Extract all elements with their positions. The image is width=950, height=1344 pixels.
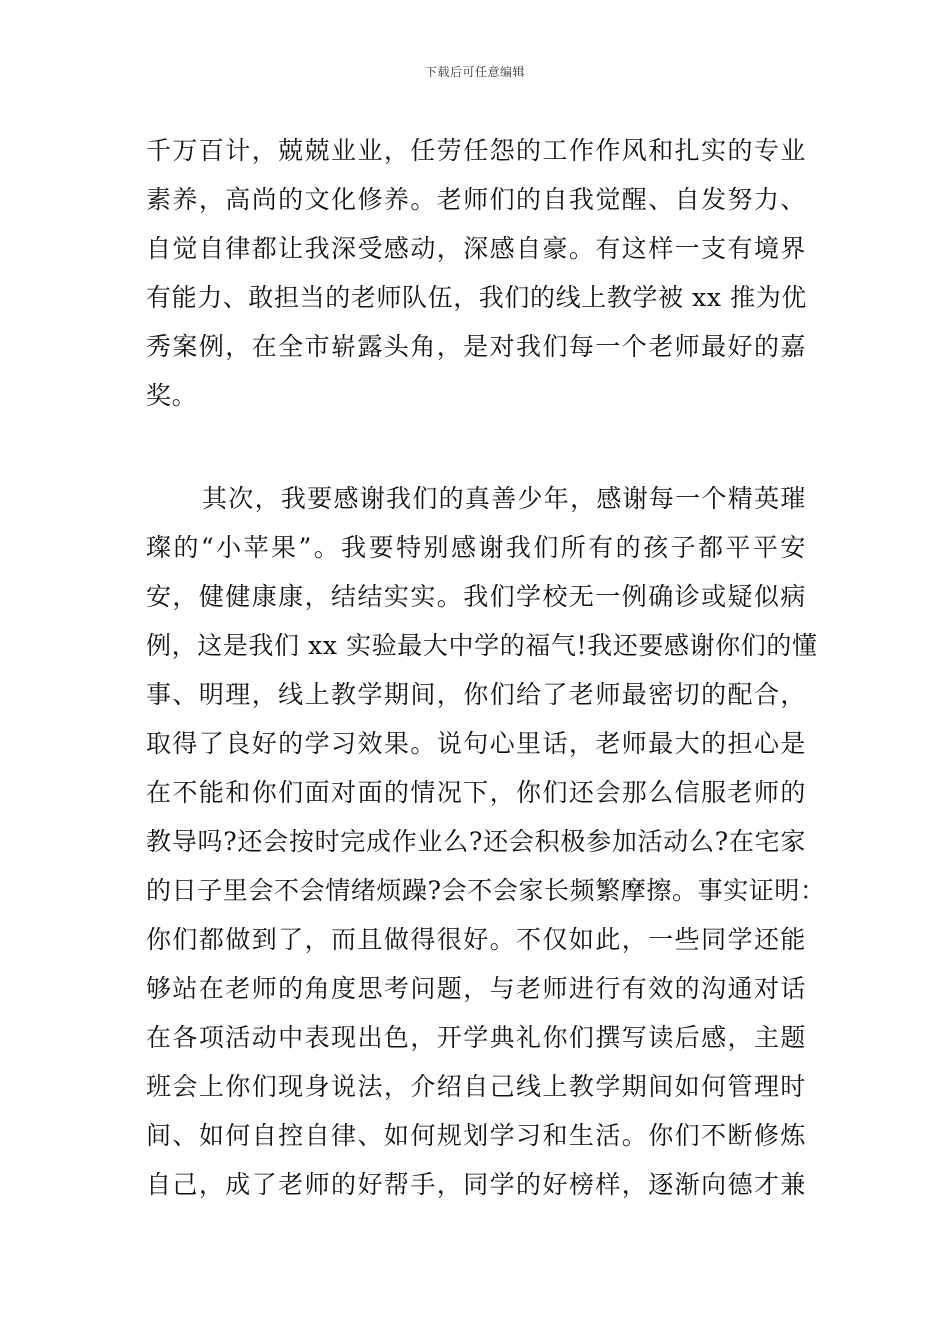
text-line: 自己，成了老师的好帮手，同学的好榜样，逐渐向德才兼 [146, 1170, 806, 1199]
text-line: 千万百计，兢兢业业，任劳任怨的工作作风和扎实的专业 [146, 136, 806, 165]
text-line: 自觉自律都让我深受感动，深感自豪。有这样一支有境界 [146, 234, 806, 263]
text-line: 安，健健康康，结结实实。我们学校无一例确诊或疑似病 [146, 582, 806, 611]
text-line: 璨的“小苹果”。我要特别感谢我们所有的孩子都平平安 [146, 533, 806, 562]
text-line: 事、明理，线上教学期间，你们给了老师最密切的配合， [146, 680, 806, 709]
text-line: 够站在老师的角度思考问题，与老师进行有效的沟通对话 [146, 974, 806, 1003]
text-line: 奖。 [146, 381, 198, 410]
paragraph-1 [146, 126, 806, 420]
text-line: 间、如何自控自律、如何规划学习和生活。你们不断修炼 [146, 1121, 806, 1150]
text-line: 教导吗?还会按时完成作业么?还会积极参加活动么?在宅家 [146, 827, 806, 856]
text-line: 的日子里会不会情绪烦躁?会不会家长频繁摩擦。事实证明： [146, 876, 826, 905]
text-line: 班会上你们现身说法，介绍自己线上教学期间如何管理时 [146, 1072, 806, 1101]
text-line: 在各项活动中表现出色，开学典礼你们撰写读后感，主题 [146, 1023, 806, 1052]
text-line: 有能力、敢担当的老师队伍，我们的线上教学被 xx 推为优 [146, 283, 807, 312]
text-line: 取得了良好的学习效果。说句心里话，老师最大的担心是 [146, 729, 806, 758]
text-line: 在不能和你们面对面的情况下，你们还会那么信服老师的 [146, 778, 806, 807]
text-line: 例，这是我们 xx 实验最大中学的福气!我还要感谢你们的懂 [146, 631, 818, 660]
paragraph-2 [146, 474, 826, 1209]
text-line: 素养，高尚的文化修养。老师们的自我觉醒、自发努力、 [146, 185, 806, 214]
text-line: 其次，我要感谢我们的真善少年，感谢每一个精英璀 [202, 484, 806, 513]
page-header: 下载后可任意编辑 [424, 65, 525, 79]
text-line: 秀案例，在全市崭露头角，是对我们每一个老师最好的嘉 [146, 332, 806, 361]
text-line: 你们都做到了，而且做得很好。不仅如此，一些同学还能 [146, 925, 806, 954]
